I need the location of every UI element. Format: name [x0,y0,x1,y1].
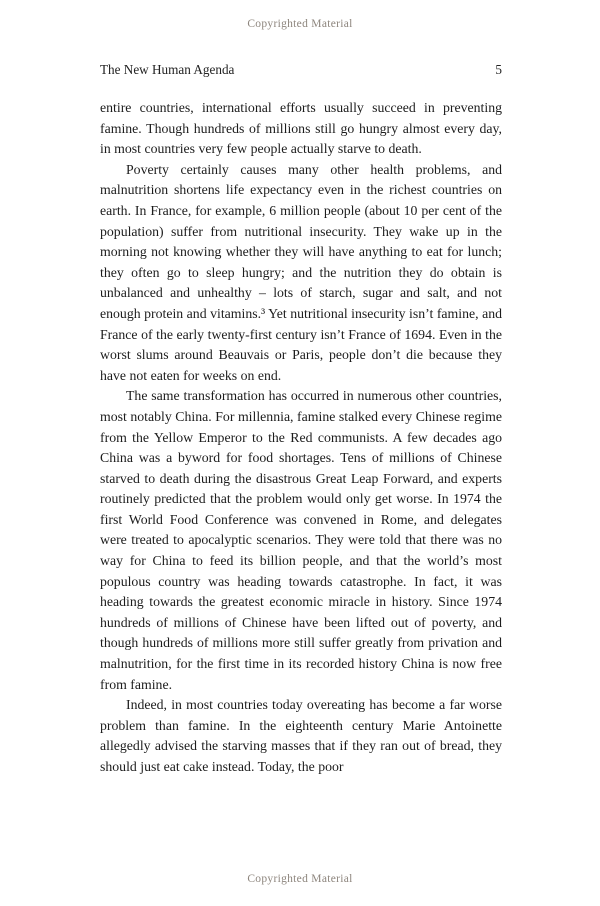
page-number: 5 [495,62,502,77]
paragraph: The same transformation has occurred in numerous other countries, most notably China. For millennia, famine stalked every Chinese regime from the Yellow Emperor to the Red communists. A few decades ago China was a byword for food shortages. Tens of millions of Chinese starved to death during the disastrous Great Leap Forward, and experts routinely predicted that the problem would only get worse. In 1974 the first World Food Conference was convened in Rome, and delegates were treated to apocalyptic scenarios. They were told that there was no way for China to feed its billion people, and that the world’s most populous country was heading towards catastrophe. In fact, it was heading towards the greatest economic miracle in history. Since 1974 hundreds of millions of Chinese have been lifted out of poverty, and though hundreds of millions more still suffer greatly from privation and malnutrition, for the first time in its recorded history China is now free from famine. [100,388,502,692]
copyright-notice-bottom: Copyrighted Material [247,873,353,885]
copyright-notice-top: Copyrighted Material [247,18,353,30]
running-header-title: The New Human Agenda [100,62,235,77]
paragraph: entire countries, international efforts usually succeed in preventing famine. Though hundreds of millions still go hungry almost every day, in most countries very few people actually starve to death. [100,100,502,157]
paragraph: Indeed, in most countries today overeating has become a far worse problem than famine. In the eighteenth century Marie Antoinette allegedly advised the starving masses that if they ran out of bread, they should just eat cake instead. Today, the poor [100,697,502,774]
page-header [100,62,502,78]
paragraph: Poverty certainly causes many other health problems, and malnutrition shortens life expectancy even in the richest countries on earth. In France, for example, 6 million people (about 10 per cent of the population) suffer from nutritional insecurity. They wake up in the morning not knowing whether they will have anything to eat for lunch; they often go to sleep hungry; and the nutrition they do obtain is unbalanced and unhealthy – lots of starch, sugar and salt, and not enough protein and vitamins.³ Yet nutritional insecurity isn’t famine, and France of the early twenty-first century isn’t France of 1694. Even in the worst slums around Beauvais or Paris, people don’t die because they have not eaten for weeks on end. [100,161,502,383]
body-text [100,98,502,778]
